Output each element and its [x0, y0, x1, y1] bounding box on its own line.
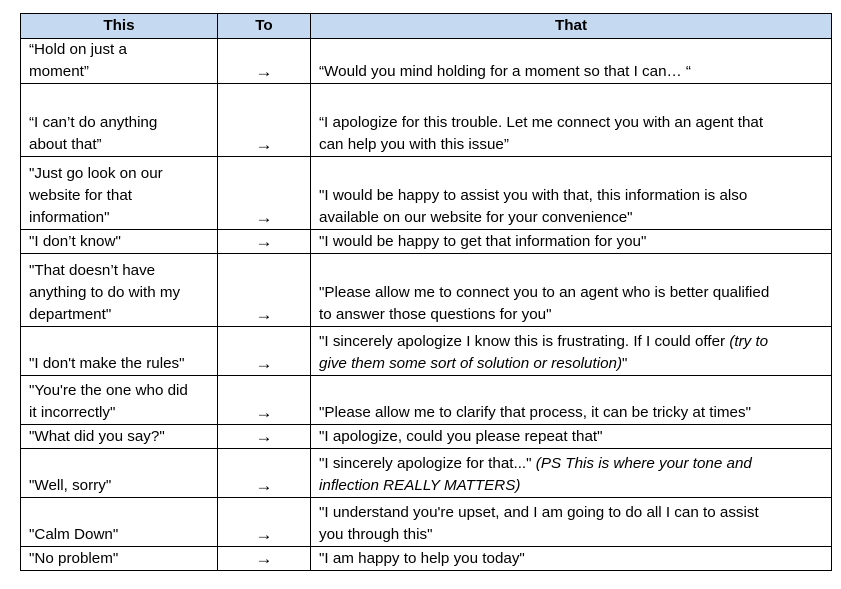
arrow-icon: → [218, 157, 311, 230]
this-cell: "Calm Down" [21, 498, 218, 547]
arrow-icon: → [218, 84, 311, 157]
this-cell: "Just go look on our website for that information" [21, 157, 218, 230]
table-row [21, 254, 832, 327]
this-cell: "You're the one who did it incorrectly" [21, 376, 218, 425]
table-row [21, 84, 832, 157]
that-cell: "Please allow me to clarify that process, it can be tricky at times" [311, 376, 832, 425]
this-cell: "That doesn’t have anything to do with my department" [21, 254, 218, 327]
that-cell: "Please allow me to connect you to an agent who is better qualified to answer those questions for you" [311, 254, 832, 327]
table-row [21, 547, 832, 571]
table-row [21, 39, 832, 84]
header-this: This [21, 14, 218, 39]
that-cell: “Would you mind holding for a moment so that I can… “ [311, 39, 832, 84]
arrow-icon: → [218, 425, 311, 449]
that-cell: “I apologize for this trouble. Let me connect you with an agent that can help you with this issue” [311, 84, 832, 157]
that-cell: "I would be happy to assist you with that, this information is also available on our website for your convenience" [311, 157, 832, 230]
header-to: To [218, 14, 311, 39]
table-row [21, 327, 832, 376]
that-cell: "I sincerely apologize I know this is frustrating. If I could offer (try to give them some sort of solution or resolution)" [311, 327, 832, 376]
this-cell: "No problem" [21, 547, 218, 571]
that-cell: "I apologize, could you please repeat that" [311, 425, 832, 449]
this-cell: "I don't make the rules" [21, 327, 218, 376]
this-cell: "I don’t know" [21, 230, 218, 254]
arrow-icon: → [218, 449, 311, 498]
phrase-comparison-table [20, 13, 832, 571]
arrow-icon: → [218, 376, 311, 425]
table-row [21, 449, 832, 498]
that-cell: "I understand you're upset, and I am going to do all I can to assist you through this" [311, 498, 832, 547]
table-row [21, 230, 832, 254]
this-cell: “I can’t do anything about that” [21, 84, 218, 157]
table-row [21, 157, 832, 230]
that-cell: "I sincerely apologize for that..." (PS This is where your tone and inflection REALLY MATTERS) [311, 449, 832, 498]
this-cell: "What did you say?" [21, 425, 218, 449]
that-cell: "I would be happy to get that information for you" [311, 230, 832, 254]
header-that: That [311, 14, 832, 39]
table-header-row [21, 14, 832, 39]
table-row [21, 376, 832, 425]
that-cell: "I am happy to help you today" [311, 547, 832, 571]
table-row [21, 425, 832, 449]
arrow-icon: → [218, 230, 311, 254]
arrow-icon: → [218, 327, 311, 376]
arrow-icon: → [218, 39, 311, 84]
arrow-icon: → [218, 498, 311, 547]
arrow-icon: → [218, 547, 311, 571]
this-cell: “Hold on just a moment” [21, 39, 218, 84]
arrow-icon: → [218, 254, 311, 327]
this-cell: "Well, sorry" [21, 449, 218, 498]
table-row [21, 498, 832, 547]
